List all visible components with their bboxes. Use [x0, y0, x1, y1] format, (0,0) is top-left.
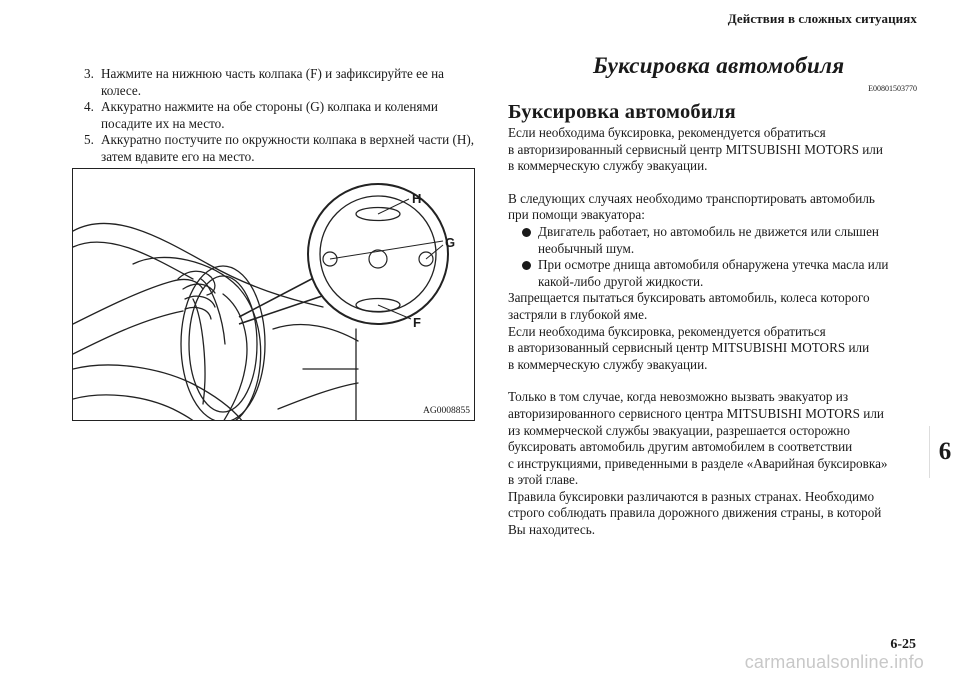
- text-line: Если необходима буксировка, рекомендуется обратиться: [508, 125, 826, 140]
- text-line: Запрещается пытаться буксировать автомобиль, колеса которого: [508, 290, 870, 306]
- bullet-item: [508, 224, 918, 257]
- stuck-wheels-paragraph: [508, 290, 918, 373]
- step-text: Нажмите на нижнюю часть колпака (F) и зафиксируйте ее на колесе.: [101, 66, 445, 98]
- figure-code: AG0008855: [423, 406, 470, 416]
- hubcap-installation-figure: [72, 168, 475, 421]
- bullet-text: При осмотре днища автомобиля обнаружена утечка масла или какой-либо другой жидкости.: [538, 257, 889, 289]
- text-line: при помощи эвакуатора:: [508, 207, 645, 223]
- hubcap-illustration: [73, 169, 475, 421]
- text-line: Только в том случае, когда невозможно вызвать эвакуатор из: [508, 389, 849, 405]
- step-number: 3.: [84, 66, 94, 81]
- step-number: 4.: [84, 99, 94, 115]
- chapter-tab: 6: [929, 426, 960, 478]
- text-line: Вы находитесь.: [508, 522, 596, 538]
- step-item: [84, 66, 484, 99]
- running-header: Действия в сложных ситуациях: [727, 11, 917, 26]
- callout-f-label: F: [413, 315, 421, 330]
- towing-rules-paragraph: [508, 389, 918, 538]
- watermark: carmanualsonline.info: [744, 652, 924, 672]
- text-line: Если необходима буксировка, рекомендуется обратиться: [508, 323, 826, 339]
- callout-h-label: H: [412, 191, 422, 206]
- text-line: в этой главе.: [508, 472, 579, 488]
- instruction-steps: [84, 66, 484, 166]
- step-text: Аккуратно нажмите на обе стороны (G) колпака и коленями посадите их на место.: [101, 99, 438, 131]
- text-line: в авторизованный сервисный центр MITSUBISHI MOTORS или: [508, 340, 870, 356]
- text-line: из коммерческой службы эвакуации, разрешается осторожно: [508, 422, 850, 438]
- page-number: 6-25: [890, 637, 916, 652]
- bullet-dot-icon: [522, 261, 531, 270]
- text-line: застряли в глубокой яме.: [508, 306, 648, 322]
- text-line: буксировать автомобиль другим автомобилем в соответствии: [508, 439, 853, 455]
- bullet-text: Двигатель работает, но автомобиль не движется или слышен необычный шум.: [538, 223, 879, 256]
- text-line: в коммерческую службу эвакуации.: [508, 356, 708, 372]
- step-item: [84, 99, 484, 132]
- section-title: Буксировка автомобиля: [593, 53, 845, 78]
- text-line: в авторизированный сервисный центр MITSUBISHI MOTORS или: [508, 141, 883, 157]
- text-line: В следующих случаях необходимо транспортировать автомобиль: [508, 190, 875, 206]
- step-text: Аккуратно постучите по окружности колпака в верхней части (H), затем вдавите его на место.: [101, 132, 475, 164]
- callout-g-label: G: [445, 235, 456, 250]
- document-code: E00801503770: [868, 84, 917, 93]
- bullet-item: [508, 257, 918, 290]
- text-line: Правила буксировки различаются в разных странах. Необходимо: [508, 488, 875, 504]
- text-line: с инструкциями, приведенными в разделе «Аварийная буксировка»: [508, 455, 888, 471]
- text-line: в коммерческую службу эвакуации.: [508, 158, 708, 174]
- bullet-dot-icon: [522, 228, 531, 237]
- towing-section: [508, 100, 918, 539]
- intro-paragraph: [508, 125, 918, 175]
- text-line: авторизированного сервисного центра MITSUBISHI MOTORS или: [508, 405, 884, 421]
- cases-intro-paragraph: [508, 191, 918, 224]
- subsection-title: Буксировка автомобиля: [508, 101, 736, 123]
- step-item: [84, 132, 484, 165]
- step-number: 5.: [84, 132, 94, 148]
- text-line: строго соблюдать правила дорожного движения страны, в которой: [508, 505, 882, 521]
